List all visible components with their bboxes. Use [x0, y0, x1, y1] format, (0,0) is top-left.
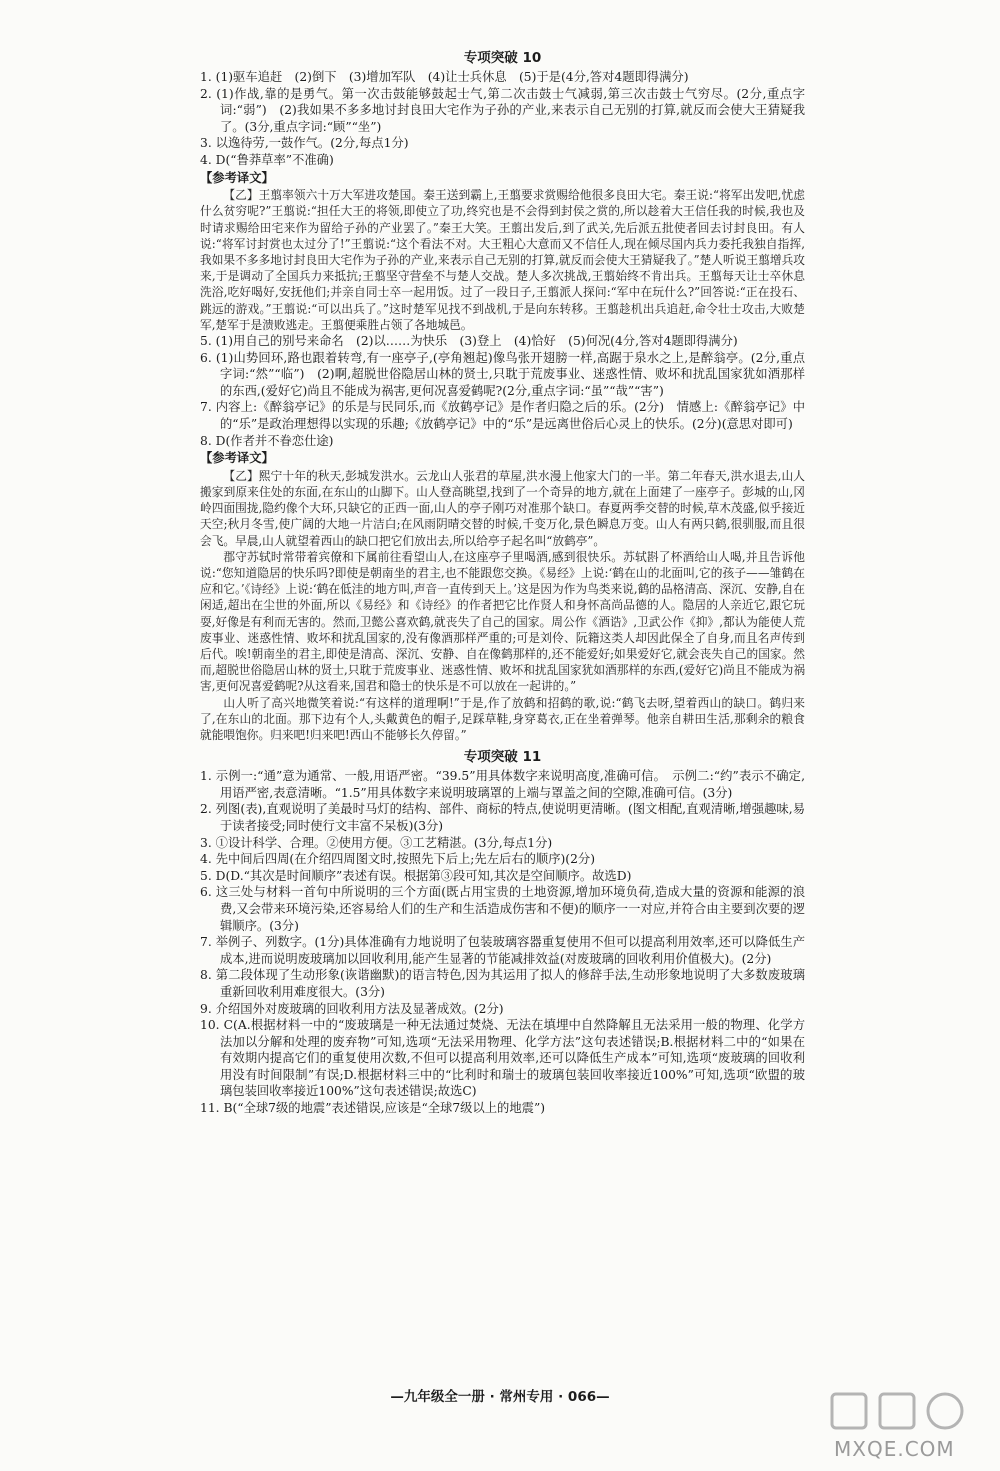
- answer-10-4: 4. D(“鲁莽草率”不准确): [200, 152, 334, 167]
- watermark-logo: [822, 1388, 990, 1464]
- watermark-glyph-icon: [832, 1394, 962, 1428]
- reference-translation-2-para-1: 【乙】熙宁十年的秋天,彭城发洪水。云龙山人张君的草屋,洪水漫上他家大门的一半。第二年春天,洪水退去,山人搬家到原来住处的东面,在东山的山脚下。山人登高眺望,找到了一个奇异的地方,就在上面建了一座亭子。彭城的山,冈岭四面围拢,隐约像个大环,只缺它的正西一面,山人的亭子刚巧对准那个缺口。春夏两季交替的时候,草木茂盛,似乎接近天空;秋月冬雪,使广阔的大地一片洁白;在风雨阴晴交替的时候,千变万化,景色瞬息万变。山人有两只鹤,很驯服,而且很会飞。早晨,山人就望着西山的缺口把它们放出去,所以给亭子起名叫“放鹤亭”。: [200, 468, 805, 548]
- answer-11-9: 9. 介绍国外对废玻璃的回收利用方法及显著成效。(2分): [200, 1001, 504, 1016]
- answer-11-1: 1. 示例一:“通”意为通常、一般,用语严密。“39.5”用具体数字来说明高度,准确可信。 示例二:“约”表示不确定,用语严密,表意清晰。“1.5”用具体数字来说明玻璃罩的上端与罩盖之间的空隙,准确可信。(3分): [200, 769, 805, 800]
- answer-page: [200, 44, 805, 1117]
- answer-11-11: 11. B(“全球7级的地震”表述错误,应该是“全球7级以上的地震”): [200, 1101, 546, 1116]
- answer-10-5: 5. (1)用自己的别号来命名 (2)以……为快乐 (3)登上 (4)恰好 (5)何况(4分,答对4题即得满分): [200, 333, 738, 348]
- answer-11-7: 7. 举例子、列数字。(1分)具体准确有力地说明了包装玻璃容器重复使用不但可以提高利用效率,还可以降低生产成本,进而说明废玻璃加以回收利用,能产生显著的节能减排效益(对废玻璃的回收利用价值极大)。(2分): [200, 935, 805, 966]
- answer-10-3: 3. 以逸待劳,一鼓作气。(2分,每点1分): [200, 136, 409, 151]
- answer-10-1: 1. (1)驱车追赶 (2)倒下 (3)增加军队 (4)让士兵休息 (5)于是(4分,答对4题即得满分): [200, 70, 689, 84]
- section-title-10: 专项突破 10: [463, 50, 542, 66]
- answer-10-7: 7. 内容上:《醉翁亭记》的乐是与民同乐,而《放鹤亭记》是作者归隐之后的乐。(2分) 情感上:《醉翁亭记》中的“乐”是政治理想得以实现的乐趣;《放鹤亭记》中的“乐”是远离世俗后心灵上的快乐。(2分)(意思对即可): [200, 400, 805, 431]
- answer-11-2: 2. 列图(表),直观说明了美最时马灯的结构、部件、商标的特点,使说明更清晰。(图文相配,直观清晰,增强趣味,易于读者接受;同时使行文丰富不呆板)(3分): [200, 802, 805, 833]
- reference-translation-2-para-2: 郡守苏轼时常带着宾僚和下属前往看望山人,在这座亭子里喝酒,感到很快乐。苏轼斟了杯酒给山人喝,并且告诉他说:“您知道隐居的快乐吗?即使是朝南坐的君主,也不能跟您交换。《易经》上说:‘鹤在山的北面叫,它的孩子——雏鹤在应和它。’《诗经》上说:‘鹤在低洼的地方叫,声音一直传到天上。’这是因为作为鸟类来说,鹤的品格清高、深沉、安静,自在闲适,超出在尘世的外面,所以《易经》和《诗经》的作者把它比作贤人和身怀高尚品德的人。隐居的人亲近它,跟它玩耍,好像是有利而无害的。然而,卫懿公喜欢鹤,就丧失了自己的国家。周公作《酒诰》,卫武公作《抑》,都认为能使人荒废事业、迷惑性情、败坏和扰乱国家的,没有像酒那样严重的;可是刘伶、阮籍这类人却因此保全了自身,而且名声传到后代。唉!朝南坐的君主,即使是清高、深沉、安静、自在像鹤那样的,还不能爱好;如果爱好它,就会丧失自己的国家。然而,超脱世俗隐居山林的贤士,只耽于荒废事业、迷惑性情、败坏和扰乱国家犹如酒那样的东西,(爱好它)尚且不能成为祸害,更何况喜爱鹤呢?从这看来,国君和隐士的快乐是不可以放在一起讲的。”: [200, 549, 805, 694]
- reference-translation-1: 【乙】王翦率领六十万大军进攻楚国。秦王送到霸上,王翦要求赏赐给他很多良田大宅。秦王说:“将军出发吧,忧虑什么贫穷呢?”王翦说:“担任大王的将领,即使立了功,终究也是不会得到封侯之赏的,所以趁着大王信任我的时候,我也及时请求赐给田宅来作为留给子孙的产业罢了。”秦王大笑。王翦出发后,到了武关,先后派五批使者回去讨封良田。有人说:“将军讨封赏也太过分了!”王翦说:“这个看法不对。大王粗心大意而又不信任人,现在倾尽国内兵力委托我独自指挥,我如果不多多地讨封良田大宅作为子孙的产业,来表示自己无别的打算,就反而会使大王猜疑我了。”楚人听说王翦增兵攻来,于是调动了全国兵力来抵抗;王翦坚守营垒不与楚人交战。楚人多次挑战,王翦始终不肯出兵。王翦每天让士卒休息洗浴,吃好喝好,安抚他们;并亲自同士卒一起用饭。过了一段日子,王翦派人探问:“军中在玩什么?”回答说:“正在投石、跳远的游戏。”王翦说:“可以出兵了。”这时楚军见找不到战机,于是向东转移。王翦趁机出兵追赶,命令壮士攻击,大败楚军,楚军于是溃败逃走。王翦便乘胜占领了各地城邑。: [200, 188, 805, 332]
- answer-11-4: 4. 先中间后四周(在介绍四周图文时,按照先下后上;先左后右的顺序)(2分): [200, 852, 596, 867]
- answer-10-8: 8. D(作者并不眷恋仕途): [200, 433, 334, 448]
- page-footer: —九年级全一册 · 常州专用 · 066—: [390, 1389, 610, 1405]
- answer-11-8: 8. 第二段体现了生动形象(诙谐幽默)的语言特色,因为其运用了拟人的修辞手法,生动形象地说明了大多数废玻璃重新回收利用难度很大。(3分): [200, 968, 805, 999]
- answer-10-6: 6. (1)山势回环,路也跟着转弯,有一座亭子,(亭角翘起)像鸟张开翅膀一样,高踞于泉水之上,是醉翁亭。(2分,重点字词:“然”“临”) (2)啊,超脱世俗隐居山林的贤士,只耽于荒废事业、迷惑性情、败坏和扰乱国家犹如酒那样的东西,(爱好它)尚且不能成为祸害,更何况喜爱鹤呢?(2分,重点字词:“虽”“哉”“害”): [200, 350, 805, 398]
- answer-11-10: 10. C(A.根据材料一中的“废玻璃是一种无法通过焚烧、无法在填埋中自然降解且无法采用一般的物理、化学方法加以分解和处理的废弃物”可知,选项“无法采用物理、化学方法”这句表述错误;B.根据材料二中的“如果在有效期内提高它们的重复使用次数,不但可以提高利用效率,还可以降低生产成本”可知,选项“废玻璃的回收利用没有时间限制”有误;D.根据材料三中的“比利时和瑞士的玻璃包装回收率接近100%”可知,选项“欧盟的玻璃包装回收率接近100%”这句表述错误;故选C): [200, 1018, 805, 1099]
- answer-11-6: 6. 这三处与材料一首句中所说明的三个方面(既占用宝贵的土地资源,增加环境负荷,造成大量的资源和能源的浪费,又会带来环境污染,还容易给人们的生产和生活造成伤害和不便)的顺序一一对应,并符合由主要到次要的逻辑顺序。(3分): [200, 885, 805, 933]
- reference-translation-2-para-3: 山人听了高兴地微笑着说:“有这样的道理啊!”于是,作了放鹤和招鹤的歌,说:“鹤飞去呀,望着西山的缺口。鹤归来了,在东山的北面。那下边有个人,头戴黄色的帽子,足踩草鞋,身穿葛衣,正在坐着弹琴。他亲自耕田生活,那剩余的粮食就能喂饱你。归来吧!归来吧!西山不能够长久停留。”: [200, 695, 805, 742]
- answer-11-5: 5. D(D.“其次是时间顺序”表述有误。根据第③段可知,其次是空间顺序。故选D): [200, 868, 632, 883]
- watermark-text: MXQE.COM: [834, 1437, 955, 1461]
- answer-11-3: 3. ①设计科学、合理。②使用方便。③工艺精湛。(3分,每点1分): [200, 835, 553, 850]
- section-title-11: 专项突破 11: [463, 749, 542, 766]
- reference-translation-heading: 【参考译文】: [200, 170, 274, 185]
- answer-10-2: 2. (1)作战,靠的是勇气。第一次击鼓能够鼓起士气,第二次击鼓士气减弱,第三次击鼓士气穷尽。(2分,重点字词:“弱”) (2)我如果不多多地讨封良田大宅作为子孙的产业,来表示自己无别的打算,就反而会使大王猜疑我了。(3分,重点字词:“顾”“坐”): [200, 86, 805, 134]
- reference-translation-heading: 【参考译文】: [200, 451, 274, 466]
